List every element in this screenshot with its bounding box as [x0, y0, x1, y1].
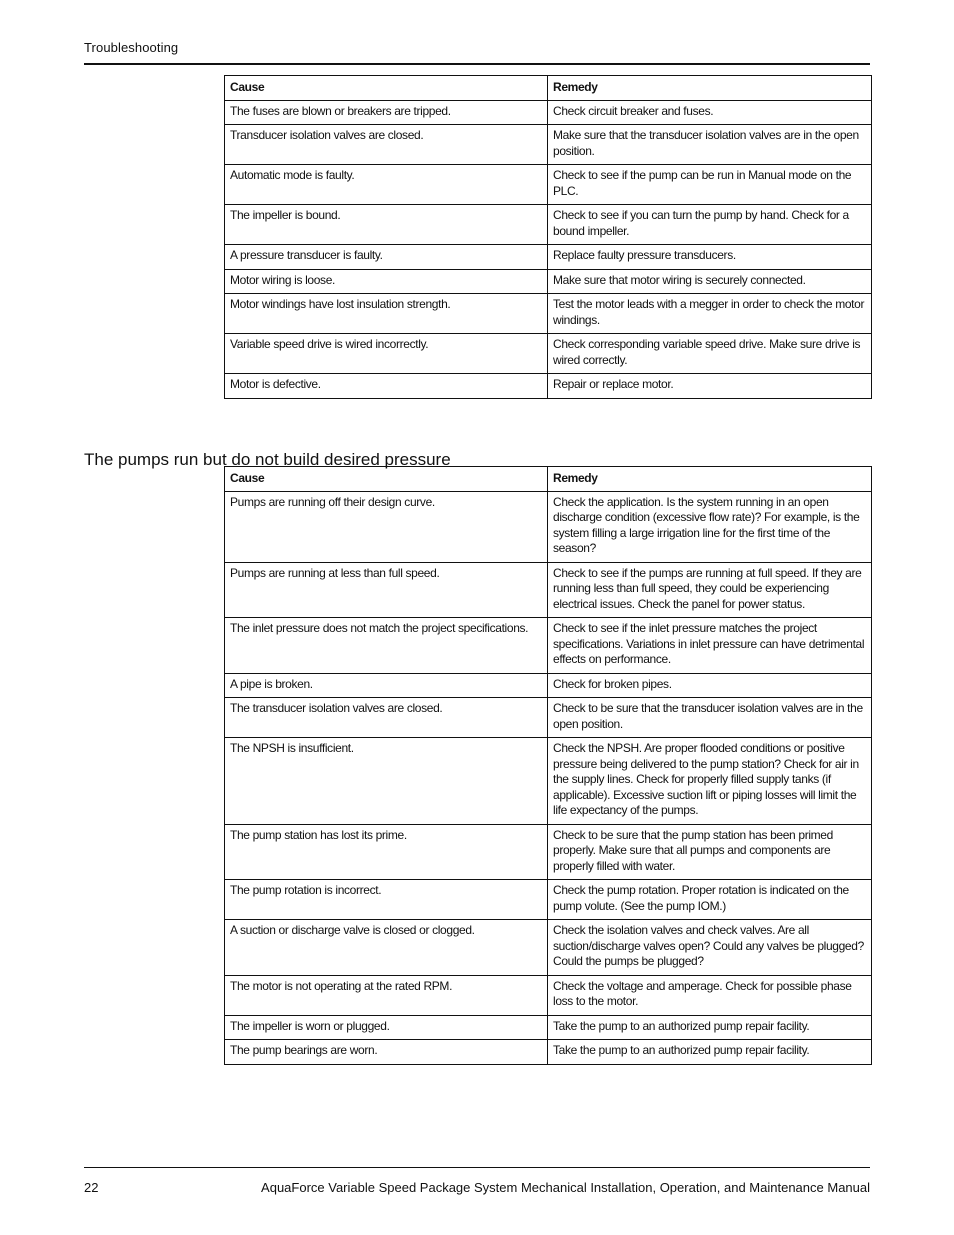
cause-cell: Motor is defective.: [225, 374, 548, 399]
remedy-cell: Check for broken pipes.: [548, 673, 872, 698]
remedy-cell: Take the pump to an authorized pump repair facility.: [548, 1015, 872, 1040]
cause-cell: The impeller is worn or plugged.: [225, 1015, 548, 1040]
remedy-cell: Check to be sure that the pump station has been primed properly. Make sure that all pumps and components are properly filled with water.: [548, 824, 872, 880]
cause-cell: The pump station has lost its prime.: [225, 824, 548, 880]
cause-cell: The fuses are blown or breakers are tripped.: [225, 100, 548, 125]
table-row: [225, 975, 872, 1015]
cause-cell: The inlet pressure does not match the project specifications.: [225, 618, 548, 674]
cause-cell: Automatic mode is faulty.: [225, 165, 548, 205]
remedy-cell: Check to see if the inlet pressure matches the project specifications. Variations in inlet pressure can have detrimental effects on performance.: [548, 618, 872, 674]
cause-cell: The transducer isolation valves are closed.: [225, 698, 548, 738]
remedy-cell: Check circuit breaker and fuses.: [548, 100, 872, 125]
table-row: [225, 294, 872, 334]
remedy-cell: Check the NPSH. Are proper flooded conditions or positive pressure being delivered to the pump station? Check for air in the supply lines. Check for properly filled supply tanks (if applicable). Excessive suction lift or piping losses will limit the life expectancy of the pumps.: [548, 738, 872, 825]
table-row: [225, 334, 872, 374]
table-row: [225, 673, 872, 698]
table-header-row: [225, 76, 872, 101]
table-row: [225, 698, 872, 738]
cause-cell: Pumps are running at less than full speed.: [225, 562, 548, 618]
cause-cell: Transducer isolation valves are closed.: [225, 125, 548, 165]
table-row: [225, 880, 872, 920]
table-row: [225, 824, 872, 880]
cause-cell: Motor wiring is loose.: [225, 269, 548, 294]
cause-cell: Variable speed drive is wired incorrectly.: [225, 334, 548, 374]
table-row: [225, 920, 872, 976]
table-row: [225, 562, 872, 618]
column-header-remedy: Remedy: [548, 467, 872, 492]
column-header-cause: Cause: [225, 76, 548, 101]
page-number: 22: [84, 1180, 99, 1195]
remedy-cell: Check the application. Is the system running in an open discharge condition (excessive flow rate)? For example, is the system filling a large irrigation line for the first time of the season?: [548, 491, 872, 562]
cause-cell: A pressure transducer is faulty.: [225, 245, 548, 270]
table-row: [225, 125, 872, 165]
cause-cell: The pump bearings are worn.: [225, 1040, 548, 1065]
running-header: Troubleshooting: [84, 40, 179, 55]
table-row: [225, 165, 872, 205]
table-row: [225, 491, 872, 562]
table-row: [225, 1040, 872, 1065]
column-header-remedy: Remedy: [548, 76, 872, 101]
remedy-cell: Check to see if the pump can be run in Manual mode on the PLC.: [548, 165, 872, 205]
table-row: [225, 269, 872, 294]
column-header-cause: Cause: [225, 467, 548, 492]
remedy-cell: Make sure that motor wiring is securely connected.: [548, 269, 872, 294]
header-rule: [84, 63, 870, 65]
section-heading: The pumps run but do not build desired pressure: [84, 450, 451, 470]
remedy-cell: Check to be sure that the transducer isolation valves are in the open position.: [548, 698, 872, 738]
cause-cell: Motor windings have lost insulation strength.: [225, 294, 548, 334]
remedy-cell: Repair or replace motor.: [548, 374, 872, 399]
cause-cell: A suction or discharge valve is closed or clogged.: [225, 920, 548, 976]
table-row: [225, 738, 872, 825]
table-row: [225, 374, 872, 399]
footer-rule: [84, 1167, 870, 1168]
table-row: [225, 1015, 872, 1040]
remedy-cell: Make sure that the transducer isolation valves are in the open position.: [548, 125, 872, 165]
remedy-cell: Check the pump rotation. Proper rotation is indicated on the pump volute. (See the pump IOM.): [548, 880, 872, 920]
cause-cell: The impeller is bound.: [225, 205, 548, 245]
remedy-cell: Check to see if the pumps are running at full speed. If they are running less than full speed, they could be experiencing electrical issues. Check the panel for power status.: [548, 562, 872, 618]
cause-cell: The motor is not operating at the rated RPM.: [225, 975, 548, 1015]
table-header-row: [225, 467, 872, 492]
troubleshooting-table-2: [224, 466, 872, 1065]
remedy-cell: Replace faulty pressure transducers.: [548, 245, 872, 270]
remedy-cell: Test the motor leads with a megger in order to check the motor windings.: [548, 294, 872, 334]
cause-cell: The pump rotation is incorrect.: [225, 880, 548, 920]
remedy-cell: Check to see if you can turn the pump by hand. Check for a bound impeller.: [548, 205, 872, 245]
cause-cell: Pumps are running off their design curve.: [225, 491, 548, 562]
troubleshooting-table-1: [224, 75, 872, 399]
footer-document-title: AquaForce Variable Speed Package System Mechanical Installation, Operation, and Maintenance Manual: [261, 1180, 870, 1195]
remedy-cell: Take the pump to an authorized pump repair facility.: [548, 1040, 872, 1065]
table-row: [225, 618, 872, 674]
table-row: [225, 245, 872, 270]
table-row: [225, 205, 872, 245]
remedy-cell: Check the voltage and amperage. Check for possible phase loss to the motor.: [548, 975, 872, 1015]
cause-cell: The NPSH is insufficient.: [225, 738, 548, 825]
remedy-cell: Check corresponding variable speed drive. Make sure drive is wired correctly.: [548, 334, 872, 374]
table-row: [225, 100, 872, 125]
remedy-cell: Check the isolation valves and check valves. Are all suction/discharge valves open? Could any valves be plugged? Could the pumps be plugged?: [548, 920, 872, 976]
cause-cell: A pipe is broken.: [225, 673, 548, 698]
